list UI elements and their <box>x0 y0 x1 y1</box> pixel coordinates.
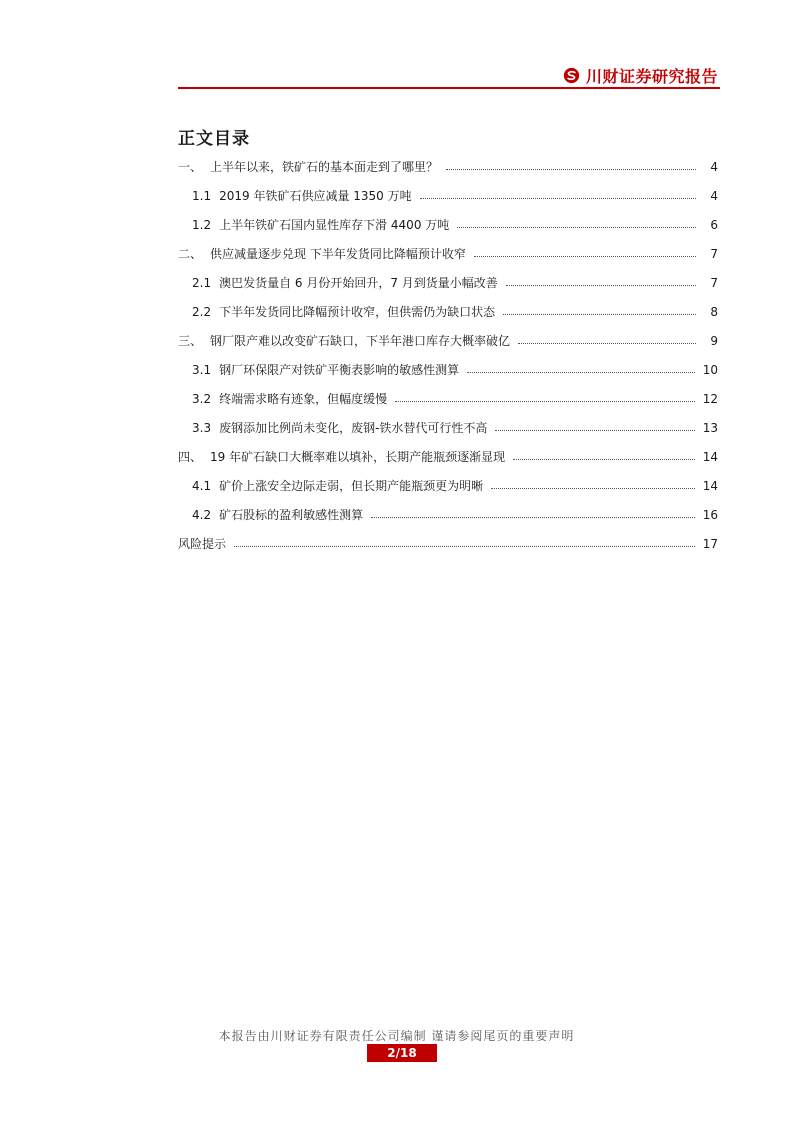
toc-entry[interactable] <box>178 326 718 355</box>
toc-entry-title: 上半年以来，铁矿石的基本面走到了哪里？ <box>210 160 439 174</box>
page-header <box>178 60 720 90</box>
toc-entry-title: 风险提示 <box>178 537 227 551</box>
toc-entry-title: 上半年铁矿石国内显性库存下滑 4400 万吨 <box>219 218 450 232</box>
toc-dot-leader <box>518 343 696 344</box>
toc-entry[interactable] <box>178 355 718 384</box>
toc-entry-number: 4.1 <box>192 478 212 493</box>
toc-entry-page: 17 <box>702 536 718 551</box>
toc-entry-title: 19 年矿石缺口大概率难以填补，长期产能瓶颈逐渐显现 <box>210 450 506 464</box>
toc-entry[interactable] <box>178 210 718 239</box>
toc-entry-number: 四、 <box>178 450 203 464</box>
toc-dot-leader <box>234 546 695 547</box>
toc-entry[interactable] <box>178 239 718 268</box>
toc-entry-number: 二、 <box>178 247 203 261</box>
toc-entry-page: 13 <box>702 420 718 435</box>
toc-entry[interactable] <box>178 181 718 210</box>
toc-dot-leader <box>495 430 694 431</box>
toc-dot-leader <box>420 198 696 199</box>
toc-entry-number: 3.2 <box>192 391 212 406</box>
toc-dot-leader <box>467 372 695 373</box>
toc-entry-page: 16 <box>702 507 718 522</box>
toc-entry-title: 澳巴发货量自 6 月份开始回升，7 月到货量小幅改善 <box>219 276 498 290</box>
toc-entry[interactable] <box>178 500 718 529</box>
toc-entry-page: 7 <box>710 246 718 261</box>
toc-entry-page: 14 <box>702 449 718 464</box>
toc-entry-number: 2.1 <box>192 275 212 290</box>
toc-entry-number: 1.2 <box>192 217 212 232</box>
toc-entry-page: 12 <box>702 391 718 406</box>
brand <box>563 64 718 87</box>
toc-entry[interactable] <box>178 152 718 181</box>
toc-entry[interactable] <box>178 529 718 558</box>
toc-entry-number: 三、 <box>178 334 203 348</box>
toc-dot-leader <box>491 488 695 489</box>
toc-dot-leader <box>506 285 696 286</box>
toc-entry-title: 钢厂限产难以改变矿石缺口，下半年港口库存大概率破亿 <box>210 334 511 348</box>
toc-entry-title: 2019 年铁矿石供应减量 1350 万吨 <box>219 189 412 203</box>
toc-dot-leader <box>371 517 695 518</box>
toc-entry-page: 8 <box>710 304 718 319</box>
toc-entry-page: 4 <box>710 188 718 203</box>
toc-entry-title: 钢厂环保限产对铁矿平衡表影响的敏感性测算 <box>219 363 460 377</box>
toc-entry-page: 7 <box>710 275 718 290</box>
toc-entry-number: 1.1 <box>192 188 212 203</box>
toc-entry[interactable] <box>178 471 718 500</box>
toc-entry-page: 4 <box>710 159 718 174</box>
toc-entry-number: 2.2 <box>192 304 212 319</box>
toc-dot-leader <box>474 256 696 257</box>
toc-entry-title: 下半年发货同比降幅预计收窄，但供需仍为缺口状态 <box>219 305 496 319</box>
toc-title: 正文目录 <box>178 129 250 149</box>
toc-entry-title: 终端需求略有迹象，但幅度缓慢 <box>219 392 388 406</box>
circle-s-logo-icon <box>563 67 580 84</box>
toc-entry-title: 矿价上涨安全边际走弱，但长期产能瓶颈更为明晰 <box>219 479 484 493</box>
table-of-contents <box>178 152 718 558</box>
toc-entry[interactable] <box>178 413 718 442</box>
header-divider <box>178 87 720 89</box>
toc-entry-page: 9 <box>710 333 718 348</box>
toc-entry[interactable] <box>178 442 718 471</box>
toc-entry[interactable] <box>178 297 718 326</box>
page-footer <box>0 1025 793 1044</box>
toc-entry-number: 3.3 <box>192 420 212 435</box>
toc-dot-leader <box>446 169 696 170</box>
toc-dot-leader <box>395 401 695 402</box>
toc-entry-number: 3.1 <box>192 362 212 377</box>
page-number-badge: 2/18 <box>367 1044 437 1062</box>
toc-dot-leader <box>457 227 696 228</box>
toc-entry-number: 4.2 <box>192 507 212 522</box>
toc-dot-leader <box>513 459 695 460</box>
toc-entry-page: 6 <box>710 217 718 232</box>
toc-entry-number: 一、 <box>178 160 203 174</box>
toc-entry[interactable] <box>178 268 718 297</box>
toc-entry-page: 14 <box>702 478 718 493</box>
toc-entry-title: 矿石股标的盈利敏感性测算 <box>219 508 364 522</box>
brand-name: 川财证券研究报告 <box>585 67 718 86</box>
toc-entry[interactable] <box>178 384 718 413</box>
footer-disclaimer: 本报告由川财证券有限责任公司编制 谨请参阅尾页的重要声明 <box>218 1029 575 1043</box>
toc-entry-page: 10 <box>702 362 718 377</box>
toc-entry-title: 供应减量逐步兑现 下半年发货同比降幅预计收窄 <box>210 247 466 261</box>
toc-dot-leader <box>503 314 696 315</box>
toc-entry-title: 废钢添加比例尚未变化，废钢-铁水替代可行性不高 <box>219 421 488 435</box>
